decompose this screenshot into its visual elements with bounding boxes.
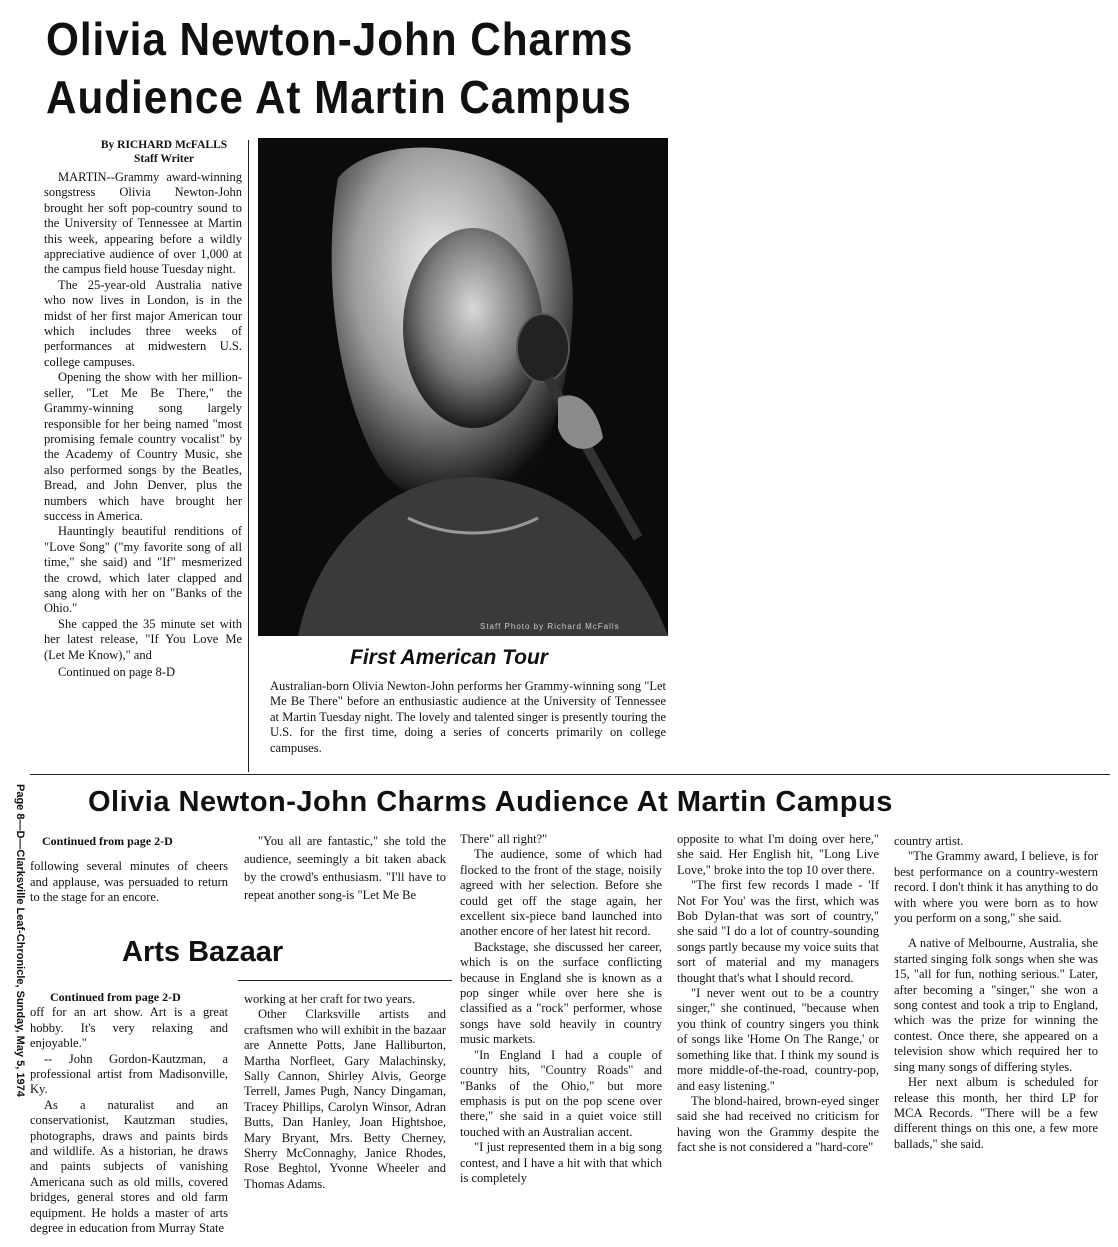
story-paragraph: "I never went out to be a country singer," she continued, "because when you think of country singers you think of songs like 'Home On The Range,' or something like that. I think my sound is more middle-of-the-road, country-pop, and easy listening." <box>677 986 879 1093</box>
arts-paragraph: working at her craft for two years. <box>244 992 416 1006</box>
story-paragraph: "In England I had a couple of country hits, "Country Roads" and "Banks of the Ohio," but more emphasis is put on the pop scene over there," she said in a quiet voice still touched with an Australian accent. <box>460 1047 662 1139</box>
story-paragraph: Opening the show with her million-seller, "Let Me Be There," the Grammy-winning song largely responsible for her being named "most promising female country vocalist" by the Academy of Country Music, she also performed songs by the Beatles, Bread, and John Denver, plus the numbers which have brought her success in America. <box>44 370 242 523</box>
story-paragraph: "I just represented them in a big song contest, and I have a hit with that which is completely <box>460 1140 662 1185</box>
story-column-2 <box>244 832 446 904</box>
story-paragraph: "You all are fantastic," she told the audience, seemingly a bit taken aback by the crowd's enthusiasm. "I'll have to repeat another song-is "Let Me Be <box>244 834 446 902</box>
arts-bazaar-headline: Arts Bazaar <box>122 936 284 968</box>
story-paragraph: Backstage, she discussed her career, which is on the surface conflicting because in England she is known as a pop singer while over here she is classified as a "rock" performer, whose songs have sold heavily in country music markets. <box>460 939 662 1047</box>
story-column <box>44 170 242 680</box>
story-paragraph: "The first few records I made - 'If Not For You' was the first, which was Bob Dylan-that was sort of country," she said "I do a lot of country-sounding songs partly because my voice suits that sort of material and my managers thought that's what I should record. <box>677 878 879 985</box>
story-paragraph: "The Grammy award, I believe, is for best performance on a country-western record. I don't think it has anything to do with where you were born as to how you perform on a song," she said. <box>894 849 1098 926</box>
singer-photo-image <box>258 138 668 636</box>
page-headline <box>46 10 633 126</box>
story-paragraph: A native of Melbourne, Australia, she started singing folk songs when she was 15, "all for fun, nothing serious." Later, after becoming a "singer," she won a song contest and took a trip to England, which was the prize for winning the contest. Once there, she appeared on a television show which required her to sing many songs of differing styles. <box>894 936 1098 1074</box>
story-column-4 <box>677 832 879 1156</box>
continued-on: Continued on page 8-D <box>58 665 175 679</box>
continued-from: Continued from page 2-D <box>50 990 181 1004</box>
column-divider <box>238 980 452 981</box>
headline-line1: Olivia Newton-John Charms <box>46 13 634 65</box>
photo-caption: Australian-born Olivia Newton-John performs her Grammy-winning song "Let Me Be There" before an enthusiastic audience at the University of Tennessee at Martin Tuesday night. The lovely and talented singer is presently touring the U.S. for the first time, doing a series of concerts primarily on college campuses. <box>270 679 666 755</box>
arts-paragraph: As a naturalist and an conservationist, Kautzman studies, photographs, draws and paints birds and wildlife. As a historian, he draws and paints subjects of vanishing Americana such as old mills, covered bridges, general stores and old farm equipment. He holds a master of arts degree in education from Murray State <box>30 1097 228 1236</box>
arts-paragraph: off for an art show. Art is a great hobby. It's very relaxing and enjoyable." <box>30 1005 228 1051</box>
arts-paragraph: -- John Gordon-Kautzman, a professional artist from Madisonville, Ky. <box>30 1051 228 1097</box>
arts-column <box>30 990 228 1237</box>
byline-role: Staff Writer <box>134 153 194 165</box>
story-paragraph: Hauntingly beautiful renditions of "Love Song" ("my favorite song of all time," she said) and "If" mesmerized the crowd, which later clapped and sang along with her on "Banks of the Ohio." <box>44 524 242 616</box>
side-label-text: Page 8—D—Clarksville Leaf-Chronicle, Sunday, May 5, 1974 <box>14 784 26 1097</box>
arts-paragraph: Other Clarksville artists and craftsmen who will exhibit in the bazaar are Annette Potts, Jane Halliburton, Martha Norfleet, Gary Malachinsky, Sally Cannon, Shirley Alvis, George Terrell, James Pugh, Nancy Dingaman, Tracey Phillips, Carolyn Winsor, Adran Butts, Dan Hanley, Joan Hightshoe, Mary Bryant, Mrs. Betty Cherney, Sherry McConnaghy, Janice Rhodes, Rose Beghtol, Yvonne Wheeler and Thomas Adams. <box>244 1007 446 1191</box>
story-paragraph: following several minutes of cheers and applause, was persuaded to return to the stage for an encore. <box>30 859 228 905</box>
story-paragraph: She capped the 35 minute set with her latest release, "If You Love Me (Let Me Know)," and <box>44 616 242 662</box>
story-paragraph: The blond-haired, brown-eyed singer said she had received no criticism for having won the Grammy despite the fact she is not considered a "hard-core" <box>677 1093 879 1155</box>
page-side-label <box>6 784 28 1204</box>
story-paragraph: There" all right?" <box>460 832 548 846</box>
story-paragraph: opposite to what I'm doing over here," she said. Her English hit, "Long Live Love," broke into the top 10 over there. <box>677 832 879 877</box>
story-paragraph: The 25-year-old Australia native who now lives in London, is in the midst of her first major American tour which includes three weeks of performances at midwestern U.S. college campuses. <box>44 277 242 369</box>
byline-name: By RICHARD McFALLS <box>100 139 228 151</box>
concert-photo <box>258 138 668 636</box>
caption-title: First American Tour <box>350 646 548 669</box>
photo-credit: Staff Photo by Richard McFalls <box>480 622 620 631</box>
continued-headline: Olivia Newton-John Charms Audience At Martin Campus <box>88 786 893 818</box>
headline-line2: Audience At Martin Campus <box>46 71 632 123</box>
story-paragraph: MARTIN--Grammy award-winning songstress Olivia Newton-John brought her soft pop-country sound to the University of Tennessee at Martin this week, appearing before a wildly appreciative audience of over 1,000 at the campus field house Tuesday night. <box>44 170 242 277</box>
story-paragraph: The audience, some of which had flocked to the front of the stage, noisily agreed with her selection. Before she could get off the stage again, her excellent six-piece band launched into another encore of her latest hit record. <box>460 847 662 939</box>
story-paragraph: country artist. <box>894 834 964 848</box>
story-paragraph: Her next album is scheduled for release this month, her third LP for MCA Records. "There will be a few different things on this one, a few more ballads," she said. <box>894 1075 1098 1151</box>
column-rule <box>248 140 249 772</box>
byline <box>84 138 244 166</box>
section-divider <box>30 774 1110 775</box>
story-column-3 <box>460 832 662 1186</box>
arts-column-2 <box>244 992 446 1192</box>
continued-from: Continued from page 2-D <box>42 834 173 848</box>
story-column-5 <box>894 834 1098 1152</box>
continued-column <box>30 834 228 906</box>
